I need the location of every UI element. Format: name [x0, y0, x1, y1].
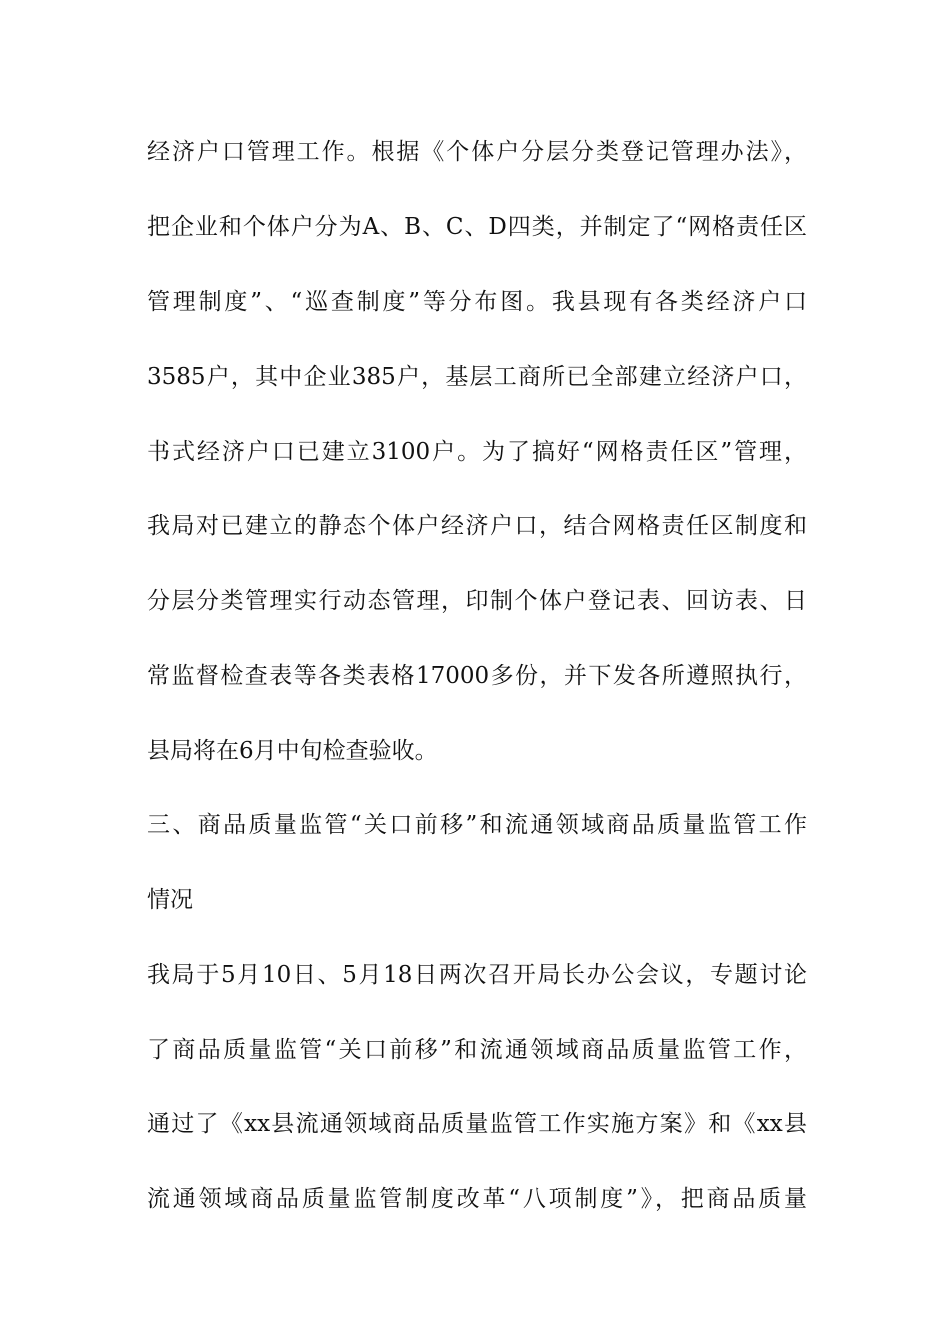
text-line-6: 我局对已建立的静态个体户经济户口，结合网格责任区制度和: [147, 513, 807, 539]
text-line-9: 县局将在6月中旬检查验收。: [147, 738, 438, 764]
text-line-2: 把企业和个体户分为A、B、C、D四类，并制定了“网格责任区: [147, 214, 807, 240]
text-line-8: 常监督检查表等各类表格17000多份，并下发各所遵照执行，: [147, 663, 807, 689]
text-line-13: 了商品质量监管“关口前移”和流通领域商品质量监管工作，: [147, 1037, 807, 1063]
text-line-15: 流通领域商品质量监管制度改革“八项制度”》，把商品质量: [147, 1186, 807, 1212]
section-heading-line-1: 三、商品质量监管“关口前移”和流通领域商品质量监管工作: [147, 812, 807, 838]
section-heading-line-2: 情况: [147, 887, 193, 913]
text-line-14: 通过了《xx县流通领域商品质量监管工作实施方案》和《xx县: [147, 1111, 807, 1137]
text-line-12: 我局于5月10日、5月18日两次召开局长办公会议，专题讨论: [147, 962, 807, 988]
text-line-5: 书式经济户口已建立3100户。为了搞好“网格责任区”管理，: [147, 439, 807, 465]
text-line-3: 管理制度”、“巡查制度”等分布图。我县现有各类经济户口: [147, 289, 807, 315]
text-line-4: 3585户，其中企业385户，基层工商所已全部建立经济户口，: [147, 364, 807, 390]
text-line-1: 经济户口管理工作。根据《个体户分层分类登记管理办法》，: [147, 139, 807, 165]
text-line-7: 分层分类管理实行动态管理，印制个体户登记表、回访表、日: [147, 588, 807, 614]
